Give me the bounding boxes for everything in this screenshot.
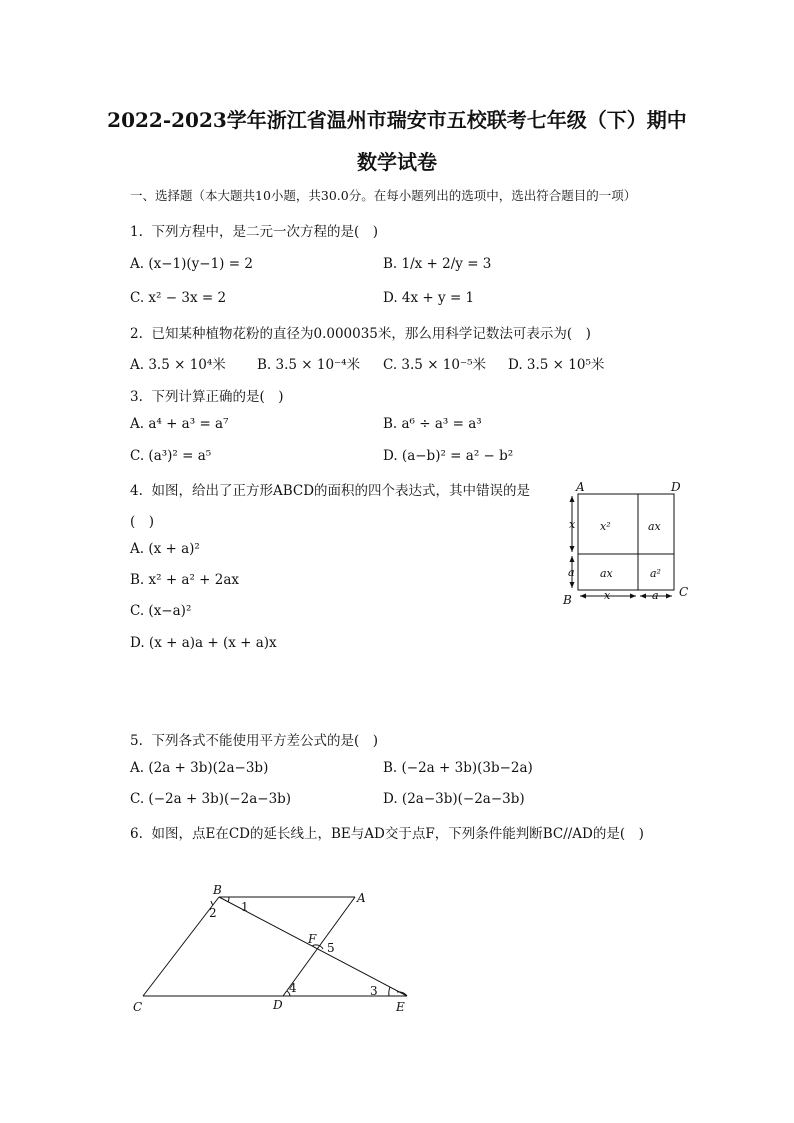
angle-3-label: 3	[370, 984, 378, 998]
page-title-line1: 2022-2023学年浙江省温州市瑞安市五校联考七年级（下）期中	[107, 108, 687, 132]
corner-b-label: B	[563, 593, 572, 607]
parallel-lines-figure	[125, 880, 425, 1020]
q4-option-c[interactable]: C. (x−a)²	[130, 603, 192, 619]
angle-1-label: 1	[241, 900, 249, 914]
q5-option-d[interactable]: D. (2a−3b)(−2a−3b)	[383, 791, 525, 807]
angle-2-label: 2	[209, 906, 217, 920]
q3-option-d[interactable]: D. (a−b)² = a² − b²	[383, 448, 514, 464]
q5-option-c[interactable]: C. (−2a + 3b)(−2a−3b)	[130, 791, 292, 807]
q2-option-b[interactable]: B. 3.5 × 10⁻⁴米	[257, 357, 361, 373]
question-2: 2. 已知某种植物花粉的直径为0.000035米，那么用科学记数法可表示为( )	[130, 326, 591, 342]
cell-ax-bottom: ax	[600, 567, 613, 580]
q5-option-b[interactable]: B. (−2a + 3b)(3b−2a)	[383, 760, 533, 776]
bottom-a-label: a	[652, 589, 659, 602]
cell-x-squared: x²	[600, 520, 611, 533]
angle-5-label: 5	[327, 941, 335, 955]
question-1: 1. 下列方程中，是二元一次方程的是( )	[130, 224, 379, 240]
corner-a-label: A	[576, 480, 585, 494]
q1-option-b[interactable]: B. 1/x + 2/y = 3	[383, 256, 492, 272]
question-5: 5. 下列各式不能使用平方差公式的是( )	[130, 733, 379, 749]
corner-d-label: D	[671, 480, 681, 494]
section-heading: 一、选择题（本大题共10小题，共30.0分。在每小题列出的选项中，选出符合题目的一项）	[130, 188, 637, 203]
left-x-label: x	[569, 518, 576, 531]
cell-a-squared: a²	[650, 567, 661, 580]
q1-option-a[interactable]: A. (x−1)(y−1) = 2	[130, 256, 253, 272]
bottom-x-label: x	[604, 589, 611, 602]
q2-option-d[interactable]: D. 3.5 × 10⁵米	[508, 357, 605, 373]
q4-option-b[interactable]: B. x² + a² + 2ax	[130, 572, 240, 588]
point-d-label: D	[273, 998, 283, 1012]
corner-c-label: C	[679, 585, 689, 599]
q3-option-c[interactable]: C. (a³)² = a⁵	[130, 448, 212, 464]
q2-option-c[interactable]: C. 3.5 × 10⁻⁵米	[383, 357, 487, 373]
point-e-label: E	[396, 1000, 405, 1014]
square-figure	[560, 478, 700, 608]
point-c-label: C	[133, 1000, 143, 1014]
q3-option-b[interactable]: B. a⁶ ÷ a³ = a³	[383, 416, 482, 432]
left-a-label: a	[568, 566, 575, 579]
q2-option-a[interactable]: A. 3.5 × 10⁴米	[130, 357, 226, 373]
point-f-label: F	[308, 932, 317, 946]
q5-option-a[interactable]: A. (2a + 3b)(2a−3b)	[130, 760, 269, 776]
point-b-label: B	[213, 883, 222, 897]
q4-option-d[interactable]: D. (x + a)a + (x + a)x	[130, 635, 277, 651]
question-6: 6. 如图，点E在CD的延长线上，BE与AD交于点F，下列条件能判断BC//AD的是( )	[130, 826, 644, 842]
angle-4-label: 4	[289, 981, 297, 995]
q4-option-a[interactable]: A. (x + a)²	[130, 541, 200, 557]
q3-option-a[interactable]: A. a⁴ + a³ = a⁷	[130, 416, 229, 432]
q1-option-c[interactable]: C. x² − 3x = 2	[130, 290, 227, 306]
page-title-line2: 数学试卷	[357, 150, 437, 174]
point-a-label: A	[357, 891, 366, 905]
q1-option-d[interactable]: D. 4x + y = 1	[383, 290, 475, 306]
question-4: 4. 如图，给出了正方形ABCD的面积的四个表达式，其中错误的是	[130, 483, 531, 499]
cell-ax-top: ax	[648, 520, 661, 533]
question-4-cont: ( )	[130, 514, 155, 530]
question-3: 3. 下列计算正确的是( )	[130, 389, 284, 405]
